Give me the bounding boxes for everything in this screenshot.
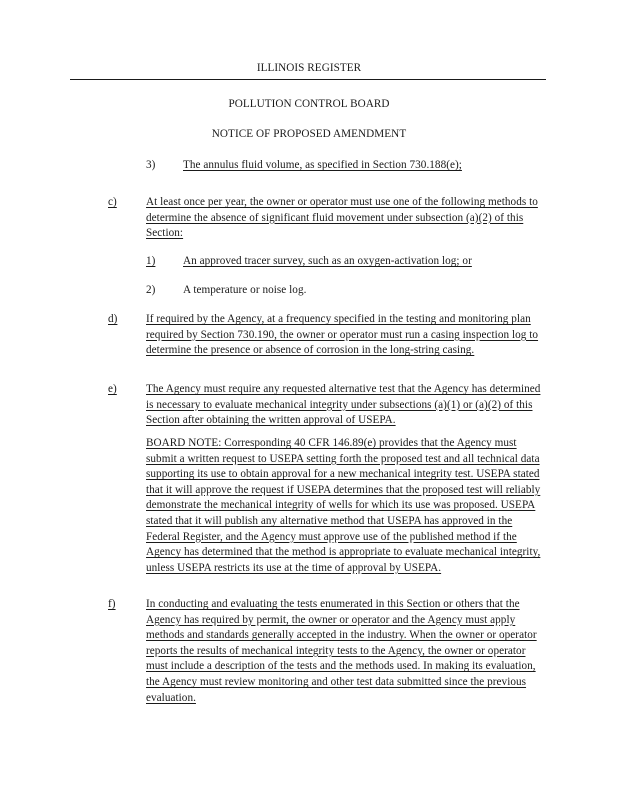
- register-title: ILLINOIS REGISTER: [256, 62, 362, 74]
- item-3-text: The annulus fluid volume, as specified in Section 730.188(e);: [183, 159, 462, 171]
- notice-title: NOTICE OF PROPOSED AMENDMENT: [211, 128, 407, 140]
- item-c2-label: 2): [146, 284, 156, 296]
- item-d-text: If required by the Agency, at a frequency specified in the testing and monitoring plan required by Section 730.190, the owner or operator must run a casing inspection log to determine the presence or absence of corrosion in the long-string casing.: [146, 313, 539, 357]
- item-c-text: At least once per year, the owner or operator must use one of the following methods to determine the absence of significant fluid movement under subsection (a)(2) of this Section:: [146, 196, 538, 240]
- board-note: BOARD NOTE: Corresponding 40 CFR 146.89(e) provides that the Agency must submit a written request to USEPA setting forth the proposed test and all technical data supporting its use to obtain approval for a new mechanical integrity test. USEPA stated that it will approve the request if USEPA determines that the proposed test will reliably demonstrate the mechanical integrity of wells for which its use was proposed. USEPA stated that it will publish any alternative method that USEPA has approved in the Federal Register, and the Agency must approve use of the published method if the Agency has determined that the method is appropriate to evaluate mechanical integrity, unless USEPA restricts its use at the time of approval by USEPA.: [146, 437, 541, 574]
- item-e-text: The Agency must require any requested alternative test that the Agency has determined is necessary to evaluate mechanical integrity under subsections (a)(1) or (a)(2) of this Section after obtaining the written approval of USEPA.: [146, 383, 541, 427]
- item-3-label: 3): [146, 159, 156, 171]
- item-f-text: In conducting and evaluating the tests enumerated in this Section or others that the Agency has required by permit, the owner or operator and the Agency must apply methods and standards generally accepted in the industry. When the owner or operator reports the results of mechanical integrity tests to the Agency, the owner or operator must include a description of the tests and the methods used. In making its evaluation, the Agency must review monitoring and other test data submitted since the previous evaluation.: [146, 598, 537, 704]
- item-d-label: d): [108, 313, 118, 325]
- item-f-label: f): [108, 598, 116, 610]
- item-c1-text: An approved tracer survey, such as an oxygen-activation log; or: [183, 255, 472, 267]
- header-rule: [70, 79, 546, 80]
- board-title: POLLUTION CONTROL BOARD: [228, 98, 390, 110]
- item-e-label: e): [108, 383, 117, 395]
- item-c2-text: A temperature or noise log.: [183, 284, 307, 296]
- item-c1-label: 1): [146, 255, 156, 267]
- item-c-label: c): [108, 196, 117, 208]
